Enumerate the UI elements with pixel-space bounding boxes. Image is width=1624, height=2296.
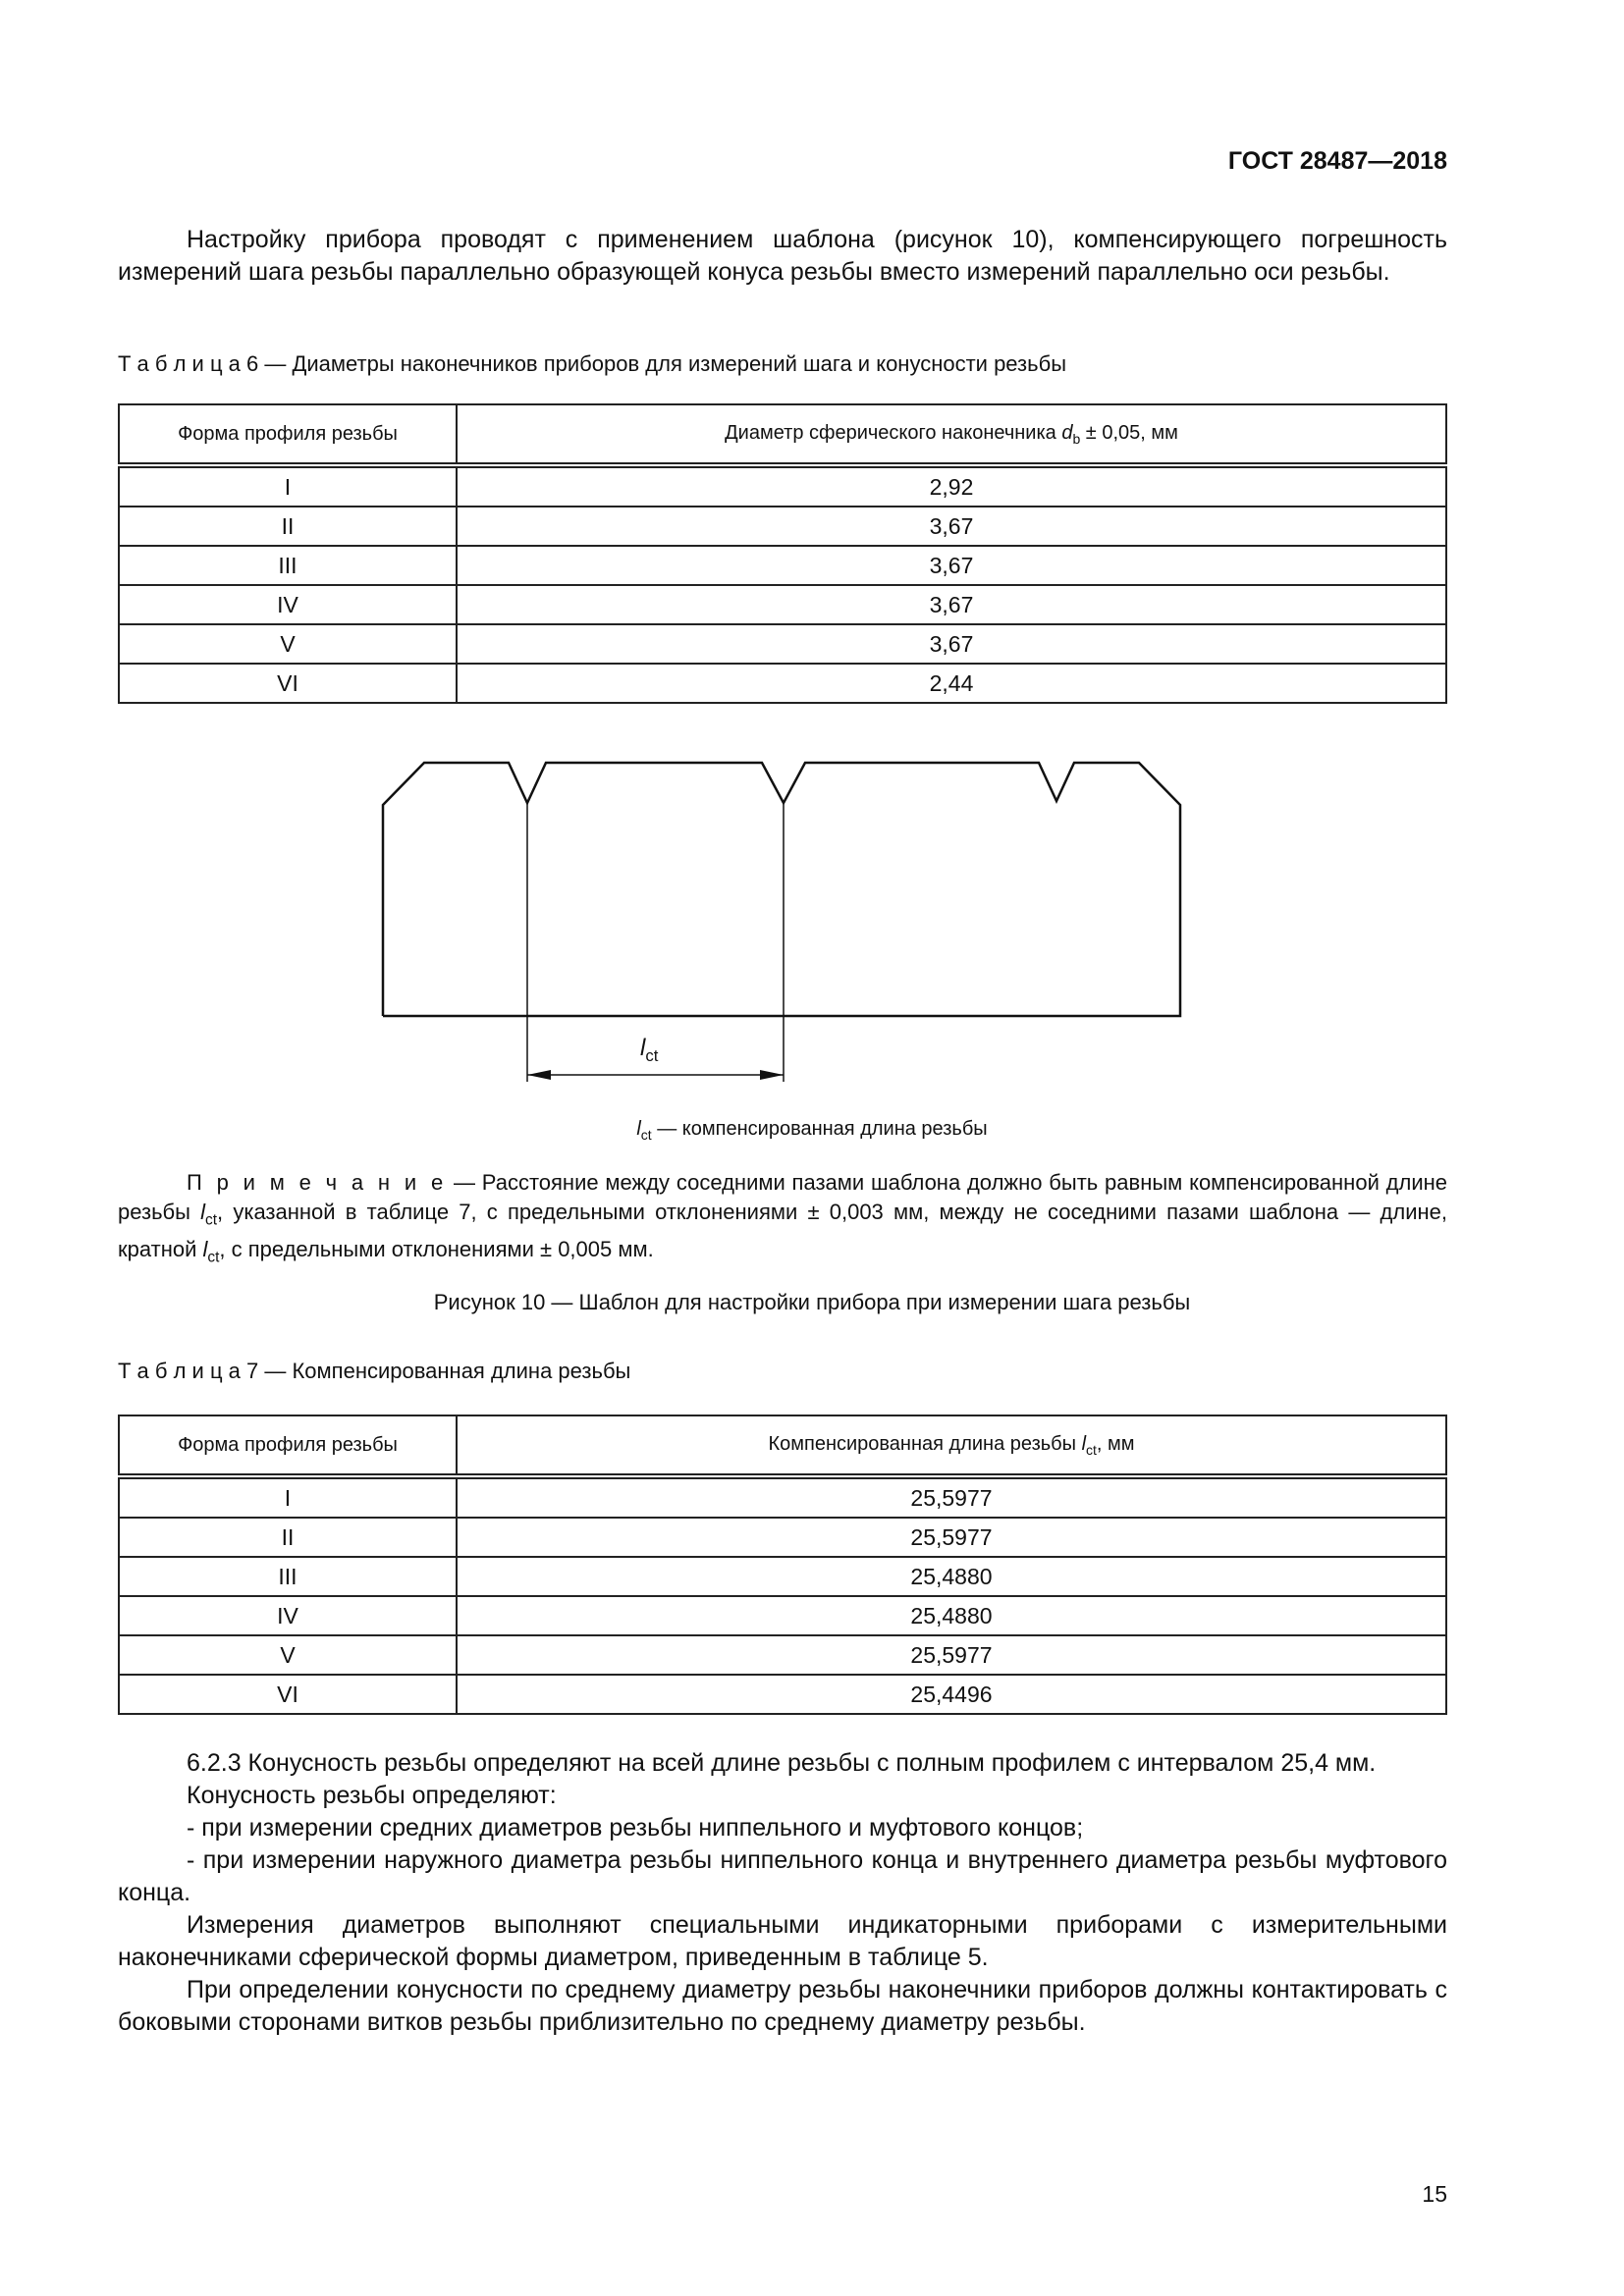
intro-paragraph: Настройку прибора проводят с применением шаблона (рисунок 10), компенсирующего погрешность измерений шага резьбы параллельно образующей конуса резьбы вместо измерений параллельно оси резьбы.: [118, 226, 1447, 286]
section-list-item: - при измерении средних диаметров резьбы ниппельного и муфтового концов;: [187, 1814, 1084, 1842]
table-row: I 2,92: [119, 465, 1446, 507]
table7: [118, 1415, 1447, 1715]
template-outline: [383, 763, 1180, 1016]
dimension-label: $l_{ct}$: [640, 1035, 659, 1065]
table-row: IV 3,67: [119, 585, 1446, 624]
section-paragraph: Конусность резьбы определяют:: [187, 1782, 557, 1809]
figure10-title: Рисунок 10 — Шаблон для настройки прибора при измерении шага резьбы: [433, 1290, 1191, 1314]
table7-title: — Компенсированная длина резьбы: [258, 1359, 631, 1383]
table7-caption: [118, 1359, 630, 1384]
section-paragraph: 6.2.3 Конусность резьбы определяют на всей длине резьбы с полным профилем с интервалом 25,4 мм.: [187, 1749, 1377, 1777]
template-drawing: [0, 0, 1624, 1129]
figure10-legend: $l_{ct}$ — компенсированная длина резьбы: [636, 1118, 988, 1143]
document-header: ГОСТ 28487—2018: [1227, 147, 1447, 175]
table-row: II 3,67: [119, 507, 1446, 546]
figure10-note: П р и м е ч а н и е — Расстояние между соседними пазами шаблона должно быть равным компенсированной длине резьбы $l_{ct}$, указанной в таблице 7, с предельными отклонениями ± 0,003 мм, между не соседними пазами шаблона — длине, кратной $l_{ct}$, с предельными отклонениями ± 0,005 мм.: [118, 1170, 1448, 1266]
table-row: I 25,5977: [119, 1476, 1446, 1518]
table-row: VI 2,44: [119, 664, 1446, 703]
table-row: VI 25,4496: [119, 1675, 1446, 1714]
table6-col2-header: Диаметр сферического наконечника $d_b \pm 0,05$, мм: [457, 404, 1446, 465]
table6-col1-header: Форма профиля резьбы: [119, 404, 457, 465]
table-row: IV 25,4880: [119, 1596, 1446, 1635]
table7-header-row: [119, 1415, 1446, 1476]
table7-col2-header: Компенсированная длина резьбы $l_{ct}$, мм: [457, 1415, 1446, 1476]
table-row: V 3,67: [119, 624, 1446, 664]
section-paragraph: Измерения диаметров выполняют специальными индикаторными приборами с измерительными наконечниками сферической формы диаметром, приведенным в таблице 5.: [118, 1911, 1447, 1971]
table-row: III 25,4880: [119, 1557, 1446, 1596]
table6-label: Т а б л и ц а 6: [118, 351, 259, 376]
page-number: 15: [1422, 2181, 1447, 2207]
section-paragraph: При определении конусности по среднему диаметру резьбы наконечники приборов должны контактировать с боковыми сторонами витков резьбы приблизительно по среднему диаметру резьбы.: [118, 1976, 1447, 2036]
table-row: V 25,5977: [119, 1635, 1446, 1675]
table6-title: — Диаметры наконечников приборов для измерений шага и конусности резьбы: [258, 351, 1067, 376]
table-row: II 25,5977: [119, 1518, 1446, 1557]
table7-col1-header: Форма профиля резьбы: [119, 1415, 457, 1476]
dimension-arrow-left: [527, 1070, 551, 1080]
dimension-arrow-right: [760, 1070, 784, 1080]
section-6-2-3: [118, 1747, 1447, 2039]
table7-label: Т а б л и ц а 7: [118, 1359, 259, 1383]
section-list-item: - при измерении наружного диаметра резьбы ниппельного конца и внутреннего диаметра резьбы муфтового конца.: [118, 1846, 1447, 1906]
table-row: III 3,67: [119, 546, 1446, 585]
